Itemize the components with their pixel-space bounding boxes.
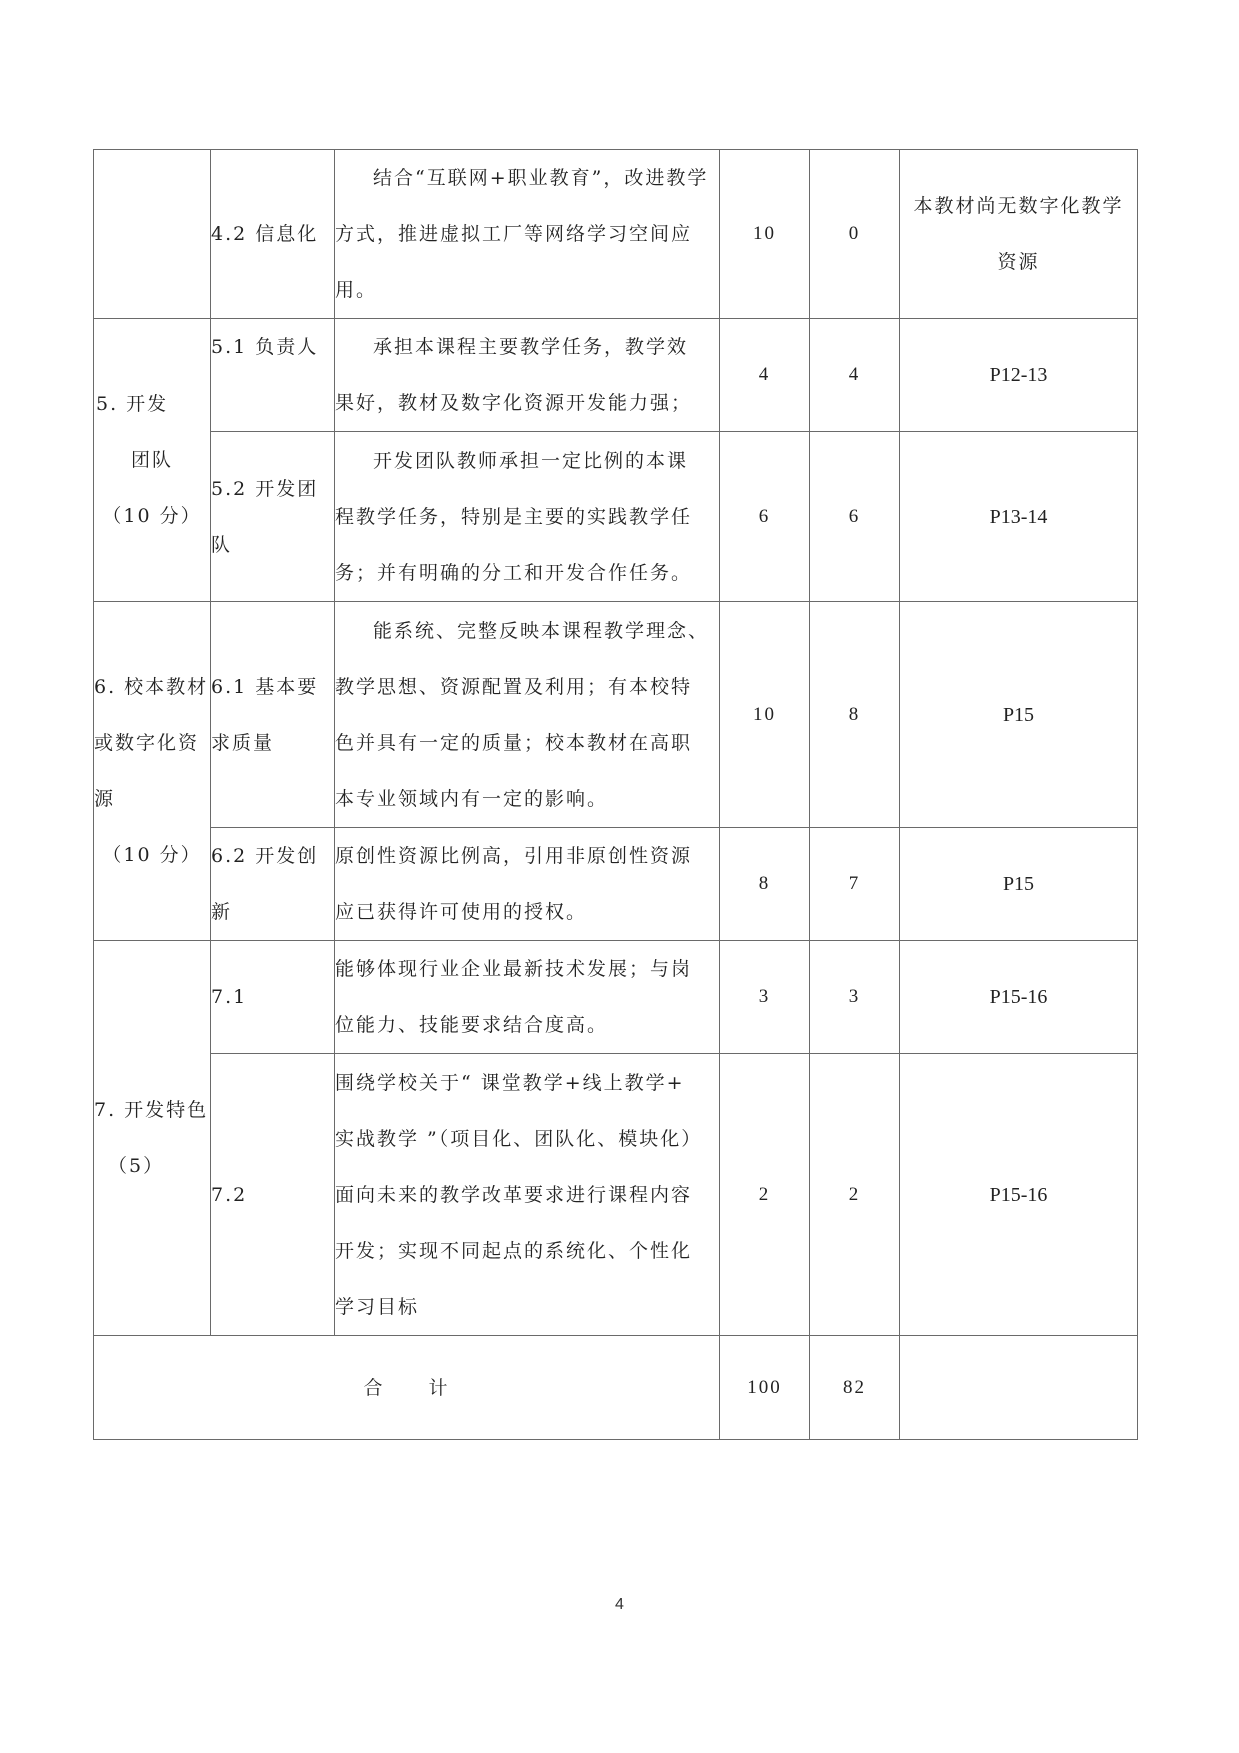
- table-row: [94, 602, 1138, 828]
- total-label: 合 计: [94, 1336, 720, 1440]
- category-cell-empty: [94, 150, 211, 319]
- table-row: [94, 432, 1138, 602]
- item-max-score: 10: [720, 602, 810, 828]
- item-note: P12-13: [900, 319, 1138, 432]
- table-row: [94, 1054, 1138, 1336]
- item-name: 6.1 基本要 求质量: [211, 602, 335, 828]
- item-self-score: 7: [810, 828, 900, 941]
- item-self-score: 0: [810, 150, 900, 319]
- item-requirement: 结合“互联网+职业教育”，改进教学 方式，推进虚拟工厂等网络学习空间应 用。: [335, 150, 720, 319]
- item-requirement: 能够体现行业企业最新技术发展；与岗 位能力、技能要求结合度高。: [335, 941, 720, 1054]
- item-max-score: 3: [720, 941, 810, 1054]
- item-name: 4.2 信息化: [211, 150, 335, 319]
- item-requirement: 围绕学校关于“ 课堂教学+线上教学+ 实战教学 ”（项目化、团队化、模块化） 面向未来的教学改革要求进行课程内容 开发；实现不同起点的系统化、个性化 学习目标: [335, 1054, 720, 1336]
- item-name: 7.1: [211, 941, 335, 1054]
- table-row: [94, 828, 1138, 941]
- table-row: [94, 941, 1138, 1054]
- item-self-score: 4: [810, 319, 900, 432]
- table-row: [94, 319, 1138, 432]
- item-name: 5.2 开发团 队: [211, 432, 335, 602]
- score-table: [93, 149, 1138, 1440]
- table-row: [94, 150, 1138, 319]
- item-name: 7.2: [211, 1054, 335, 1336]
- item-max-score: 8: [720, 828, 810, 941]
- category-cell: 6. 校本教材 或数字化资 源 （10 分）: [94, 602, 211, 941]
- total-note: [900, 1336, 1138, 1440]
- item-max-score: 6: [720, 432, 810, 602]
- item-name: 6.2 开发创 新: [211, 828, 335, 941]
- category-cell: 5. 开发 团队 （10 分）: [94, 319, 211, 602]
- item-max-score: 10: [720, 150, 810, 319]
- item-note: P13-14: [900, 432, 1138, 602]
- item-self-score: 2: [810, 1054, 900, 1336]
- item-max-score: 4: [720, 319, 810, 432]
- item-self-score: 8: [810, 602, 900, 828]
- total-row: [94, 1336, 1138, 1440]
- item-max-score: 2: [720, 1054, 810, 1336]
- item-requirement: 能系统、完整反映本课程教学理念、 教学思想、资源配置及利用；有本校特 色并具有一定的质量；校本教材在高职 本专业领域内有一定的影响。: [335, 602, 720, 828]
- item-note: 本教材尚无数字化教学 资源: [900, 150, 1138, 319]
- item-name: 5.1 负责人: [211, 319, 335, 432]
- score-table-wrapper: [93, 149, 1138, 1440]
- page-number: 4: [615, 1596, 624, 1613]
- item-requirement: 承担本课程主要教学任务，教学效 果好，教材及数字化资源开发能力强；: [335, 319, 720, 432]
- item-note: P15-16: [900, 1054, 1138, 1336]
- total-self-score: 82: [810, 1336, 900, 1440]
- item-self-score: 3: [810, 941, 900, 1054]
- item-note: P15: [900, 828, 1138, 941]
- item-self-score: 6: [810, 432, 900, 602]
- item-requirement: 原创性资源比例高，引用非原创性资源 应已获得许可使用的授权。: [335, 828, 720, 941]
- item-note: P15-16: [900, 941, 1138, 1054]
- item-note: P15: [900, 602, 1138, 828]
- total-max-score: 100: [720, 1336, 810, 1440]
- category-cell: 7. 开发特色 （5）: [94, 941, 211, 1336]
- item-requirement: 开发团队教师承担一定比例的本课 程教学任务，特别是主要的实践教学任 务；并有明确的分工和开发合作任务。: [335, 432, 720, 602]
